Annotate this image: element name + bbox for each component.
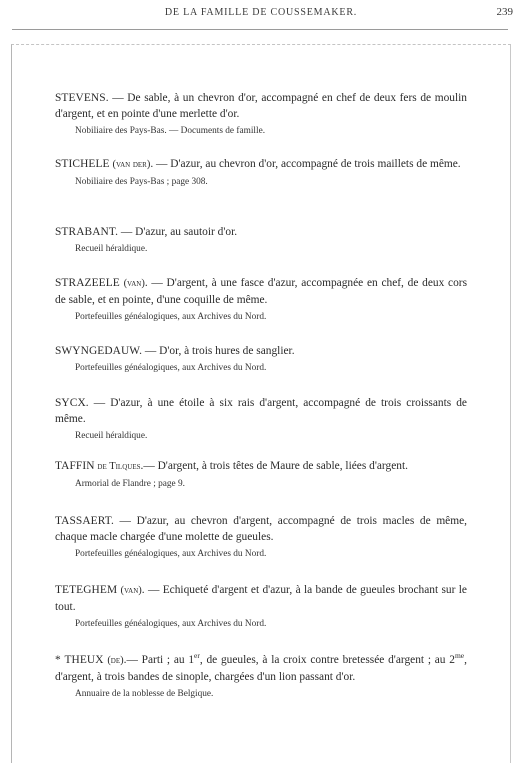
entry-source: Recueil héraldique. xyxy=(75,431,148,441)
entry-text xyxy=(55,90,467,122)
entry-source: Nobiliaire des Pays-Bas. — Documents de famille. xyxy=(75,126,266,136)
entry-blazon: , de gueules, à la croix contre bretessée d'argent ; au 2 xyxy=(199,654,455,666)
entry-name: TAFFIN xyxy=(55,460,95,472)
entry-text xyxy=(55,156,467,173)
entry-particle: (van) xyxy=(120,585,142,596)
armorial-entry xyxy=(55,90,467,137)
entry-blazon: — D'azur, au sautoir d'or. xyxy=(118,226,238,238)
entry-name: STICHELE xyxy=(55,158,110,170)
entry-text xyxy=(55,652,467,685)
entry-name: * THEUX xyxy=(55,654,104,666)
entry-name: TETEGHEM xyxy=(55,584,118,596)
entry-blazon: — D'azur, au chevron d'argent, accompagné de trois macles de même, chaque macle chargée d'une molette de gueules. xyxy=(55,515,467,543)
ordinal-superscript: me xyxy=(454,651,465,661)
entry-text xyxy=(55,458,467,475)
entry-blazon: .— Parti ; au 1 xyxy=(123,654,195,666)
entry-source: Portefeuilles généalogiques, aux Archives du Nord. xyxy=(75,549,267,559)
entry-source: Portefeuilles généalogiques, aux Archives du Nord. xyxy=(75,363,267,373)
armorial-entry xyxy=(55,458,467,490)
ordinal-superscript: er xyxy=(194,651,200,661)
armorial-entry xyxy=(55,513,467,560)
entry-name: SYCX. xyxy=(55,397,89,409)
entry-text xyxy=(55,224,467,240)
running-title: DE LA FAMILLE DE COUSSEMAKER. xyxy=(164,7,358,18)
entry-particle: (de) xyxy=(107,655,124,666)
entry-particle: (van) xyxy=(123,278,145,289)
entry-text xyxy=(55,513,467,545)
entry-name: STEVENS. xyxy=(55,92,109,104)
armorial-entry xyxy=(55,156,467,188)
entry-text xyxy=(55,582,467,615)
entry-source: Portefeuilles généalogiques, aux Archives du Nord. xyxy=(75,619,267,629)
entry-blazon: — De sable, à un chevron d'or, accompagné en chef de deux fers de moulin d'argent, et en pointe d'une merlette d'or. xyxy=(55,92,467,120)
entry-name: SWYNGEDAUW. xyxy=(55,345,143,357)
entry-name: STRABANT. xyxy=(55,226,119,238)
entry-blazon: . — D'argent, à une fasce d'azur, accompagnée en chef, de deux cors de sable, et en pointe, d'une coquille de même. xyxy=(55,277,467,306)
entry-source: Portefeuilles généalogiques, aux Archives du Nord. xyxy=(75,312,267,322)
header-rule xyxy=(12,29,508,30)
running-header xyxy=(0,6,522,22)
entry-text xyxy=(55,275,467,308)
entry-blazon: .— D'argent, à trois têtes de Maure de sable, liées d'argent. xyxy=(140,460,408,472)
entry-text xyxy=(55,343,467,359)
entry-name: STRAZEELE xyxy=(55,277,120,289)
page-number: 239 xyxy=(496,6,513,18)
armorial-entry xyxy=(55,275,467,323)
entry-blazon: — D'azur, à une étoile à six rais d'argent, accompagné de trois croissants de même. xyxy=(55,397,467,425)
entry-blazon: — D'or, à trois hures de sanglier. xyxy=(142,345,295,357)
entry-text xyxy=(55,395,467,427)
armorial-entry xyxy=(55,343,467,374)
entry-particle: (van der) xyxy=(112,159,151,170)
entry-source: Armorial de Flandre ; page 9. xyxy=(75,479,185,489)
entry-particle: de Tilques xyxy=(97,461,141,472)
entry-blazon: . — D'azur, au chevron d'or, accompagné de trois maillets de même. xyxy=(150,158,461,170)
armorial-entry xyxy=(55,395,467,442)
entry-blazon: . — Echiqueté d'argent et d'azur, à la bande de gueules brochant sur le tout. xyxy=(55,584,467,613)
armorial-entry xyxy=(55,582,467,630)
entry-source: Recueil héraldique. xyxy=(75,244,148,254)
armorial-entry xyxy=(55,652,467,700)
armorial-entry xyxy=(55,224,467,255)
entry-name: TASSAERT. xyxy=(55,515,114,527)
entry-blazon: , d'argent, à trois bandes de sinople, chargées d'un lion passant d'or. xyxy=(55,654,467,683)
entry-source: Annuaire de la noblesse de Belgique. xyxy=(75,689,214,699)
entry-source: Nobiliaire des Pays-Bas ; page 308. xyxy=(75,177,208,187)
